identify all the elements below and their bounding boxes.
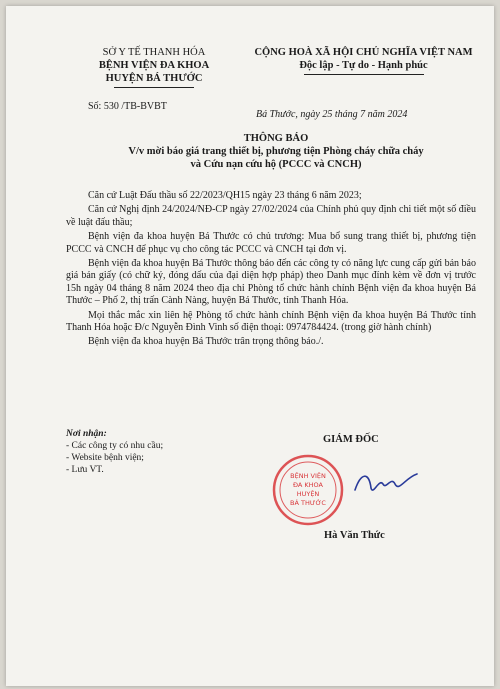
notice-title bbox=[66, 132, 486, 171]
document-number: Số: 530 /TB-BVBT bbox=[88, 101, 167, 112]
national-title: CỘNG HOÀ XÃ HỘI CHỦ NGHĨA VIỆT NAM bbox=[254, 47, 473, 58]
recipients-block bbox=[66, 428, 163, 476]
national-motto: Độc lập - Tự do - Hạnh phúc bbox=[299, 60, 428, 71]
notice-subject-2: và Cứu nạn cứu hộ (PCCC và CNCH) bbox=[190, 159, 362, 170]
signer-title: GIÁM ĐỐC bbox=[323, 434, 379, 445]
notice-subject-1: V/v mời báo giá trang thiết bị, phương tiện Phòng cháy chữa cháy bbox=[128, 146, 424, 157]
national-header bbox=[231, 46, 496, 75]
paragraph: Căn cứ Nghị định 24/2024/NĐ-CP ngày 27/02/2024 của Chính phủ quy định chi tiết một số điều về luật đấu thầu; bbox=[66, 204, 476, 228]
seal-text: HUYỆN bbox=[296, 490, 320, 498]
paragraph: Bệnh viện đa khoa huyện Bá Thước có chủ trương: Mua bổ sung trang thiết bị, phương tiện PCCC và CNCH để phục vụ cho công tác PCCC và CNCH tại đơn vị. bbox=[66, 231, 476, 255]
official-seal bbox=[272, 454, 344, 526]
issue-date: Bá Thước, ngày 25 tháng 7 năm 2024 bbox=[256, 109, 408, 120]
signature-mark bbox=[351, 466, 421, 501]
recipient-item: - Website bệnh viện; bbox=[66, 453, 144, 463]
motto-underline bbox=[304, 74, 424, 75]
seal-text: BỆNH VIỆN bbox=[290, 472, 326, 480]
notice-heading: THÔNG BÁO bbox=[243, 133, 309, 144]
paragraph: Căn cứ Luật Đấu thầu số 22/2023/QH15 ngày 23 tháng 6 năm 2023; bbox=[88, 190, 362, 201]
issuer-underline bbox=[114, 87, 194, 88]
issuer-header bbox=[64, 46, 244, 88]
signer-name: Hà Văn Thức bbox=[324, 530, 385, 541]
issuer-district: HUYỆN BÁ THƯỚC bbox=[105, 73, 203, 84]
paragraph: Mọi thắc mắc xin liên hệ Phòng tổ chức hành chính Bệnh viện đa khoa huyện Bá Thước tỉnh Thanh Hóa hoặc Đ/c Nguyễn Đình Vinh số điện thoại: 0974784424. (trong giờ hành chính) bbox=[66, 309, 476, 334]
recipient-item: - Các công ty có nhu cầu; bbox=[66, 441, 164, 451]
notice-body bbox=[66, 190, 476, 351]
issuer-hospital: BỆNH VIỆN ĐA KHOA bbox=[98, 60, 210, 71]
paragraph: Bệnh viện đa khoa huyện Bá Thước thông báo đến các công ty có năng lực cung cấp gửi bản báo giá bản giấy (có chữ ký, đóng dấu của đại diện hợp pháp) theo Danh mục đính kèm về đơn vị trước 15h ngày 04 tháng 8 năm 2024 theo địa chỉ Phòng tổ chức hành chính Bệnh viện đa khoa huyện Bá Thước – Phố 2, thị trấn Cành Nàng, huyện Bá Thước, tỉnh Thanh Hóa. bbox=[66, 258, 476, 307]
recipient-item: - Lưu VT. bbox=[66, 465, 104, 475]
recipients-label: Nơi nhận: bbox=[66, 429, 107, 439]
seal-text: ĐA KHOA bbox=[292, 481, 324, 489]
paragraph: Bệnh viện đa khoa huyện Bá Thước trân trọng thông báo./. bbox=[88, 336, 324, 348]
document-page bbox=[6, 6, 494, 686]
issuer-department: SỞ Y TẾ THANH HÓA bbox=[102, 47, 206, 58]
seal-text: BÁ THƯỚC bbox=[290, 499, 326, 507]
